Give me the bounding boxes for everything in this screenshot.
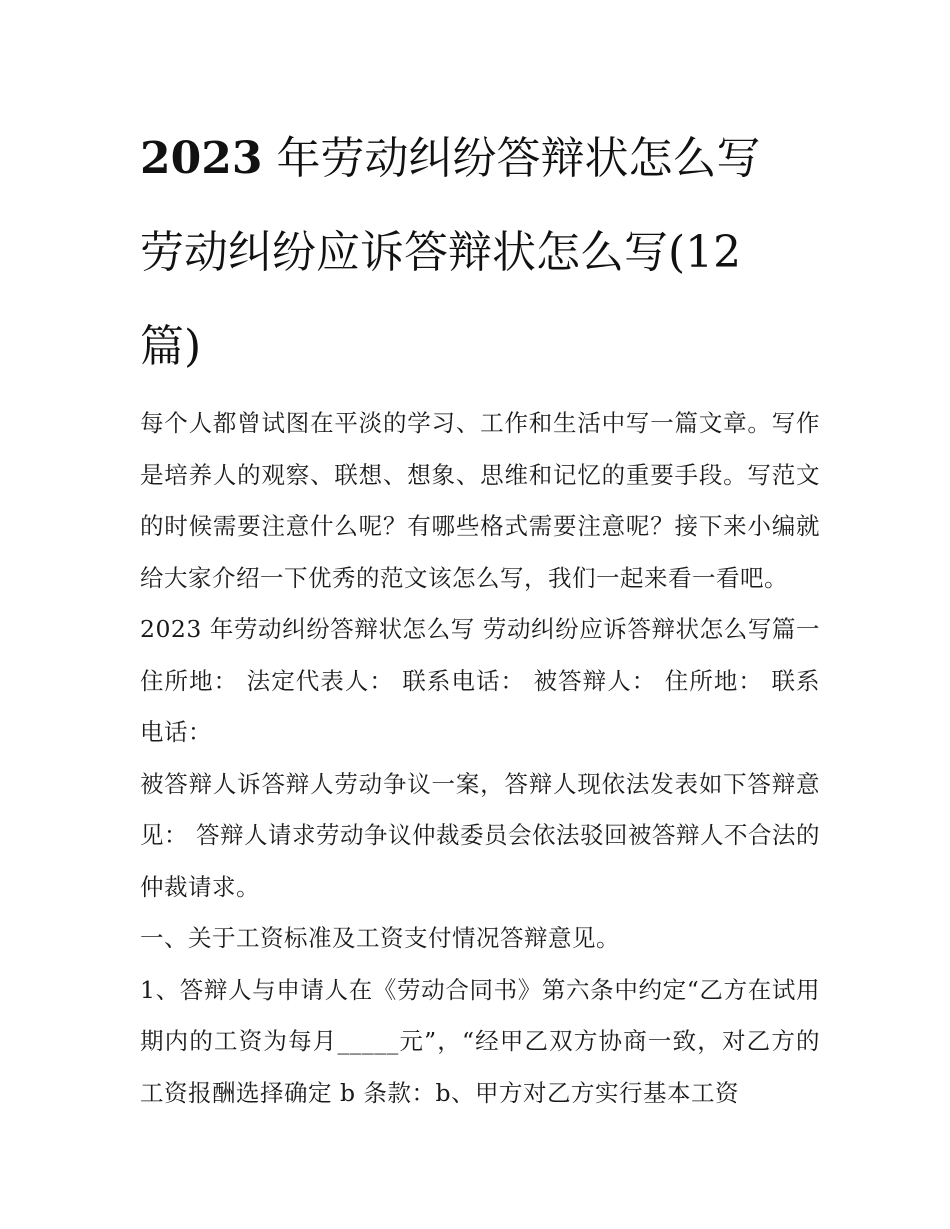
title-line-1: 2023 年劳动纠纷答辩状怎么写 <box>140 133 761 184</box>
intro-paragraph: 每个人都曾试图在平淡的学习、工作和生活中写一篇文章。写作是培养人的观察、联想、想象、思维和记忆的重要手段。写范文的时候需要注意什么呢？有哪些格式需要注意呢？接下来小编就给大家介绍一下优秀的范文该怎么写，我们一起来看一看吧。 <box>140 409 820 592</box>
response-paragraph: 被答辩人诉答辩人劳动争议一案，答辩人现依法发表如下答辩意见： 答辩人请求劳动争议仲裁委员会依法驳回被答辩人不合法的仲裁请求。 <box>140 769 820 901</box>
document-title <box>140 112 820 394</box>
document-page <box>140 112 820 1119</box>
clause-one-paragraph: 1、答辩人与申请人在《劳动合同书》第六条中约定“乙方在试用期内的工资为每月_____元”，“经甲乙双方协商一致，对乙方的工资报酬选择确定 b 条款：b、甲方对乙方实行基本工资 <box>140 975 820 1107</box>
title-year: 2023 <box>140 133 263 184</box>
title-line-2: 劳动纠纷应诉答辩状怎么写(12 <box>140 227 742 278</box>
title-line-3: 篇) <box>140 321 202 372</box>
section-one-heading: 一、关于工资标准及工资支付情况答辩意见。 <box>140 924 620 952</box>
section-heading-paragraph: 2023 年劳动纠纷答辩状怎么写 劳动纠纷应诉答辩状怎么写篇一 住所地： 法定代表人： 联系电话： 被答辩人： 住所地： 联系电话： <box>140 615 820 746</box>
